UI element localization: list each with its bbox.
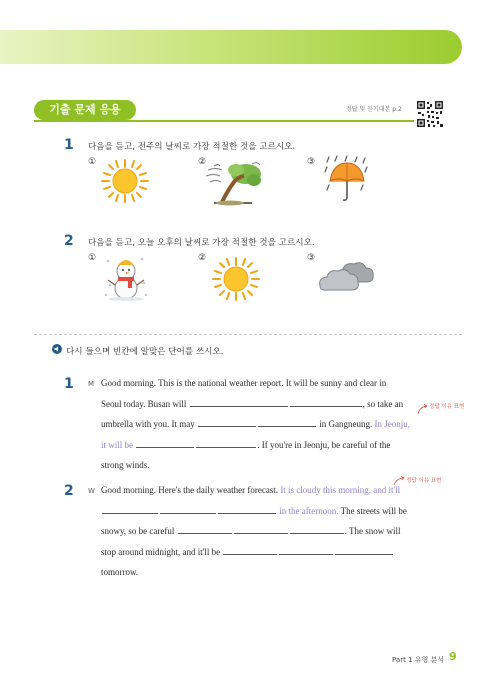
passage-line [101,414,421,435]
passage-line: strong winds. [101,460,150,470]
arrow-icon [416,402,430,416]
dictation-2-number: 2 [64,483,74,499]
section-divider [34,334,462,335]
highlighted-text: It is cloudy this morning, and it'll [280,485,401,495]
highlighted-text: in the afternoon. [279,505,339,516]
answer-blank[interactable] [102,504,158,514]
sun-icon [210,256,262,302]
arrow-icon [393,475,407,487]
snowman-icon [104,255,148,301]
passage-line [101,480,431,501]
dictation-instruction: 다시 들으며 빈칸에 알맞은 단어를 쓰시오. [66,347,224,357]
answer-reference: 정답 및 듣기대본 p.2 [346,106,402,113]
page-number: 9 [449,650,457,663]
passage-line [101,521,431,542]
question-2-option-2-marker: ② [198,253,207,263]
passage-text: snowy, so be careful [101,526,175,536]
question-1-option-1-marker: ① [88,157,97,167]
highlighted-text: In Jeonju, [374,419,410,429]
answer-blank[interactable] [290,524,344,534]
answer-blank[interactable] [218,504,276,514]
answer-blank[interactable] [234,524,288,534]
answer-blank[interactable] [190,397,288,407]
passage-text: . If you're in Jeonju, be careful of the [257,439,391,450]
section-title: 기출 문제 응용 [34,100,136,120]
question-2-option-3-marker: ③ [307,253,316,263]
question-1-option-3-marker: ③ [307,157,316,167]
dictation-1-speaker: M [88,380,95,388]
dictation-2-speaker: W [88,487,95,495]
passage-line [101,435,421,456]
top-banner [0,30,462,64]
windy-tree-icon [206,160,266,206]
answer-blank[interactable] [223,545,277,555]
handwritten-note: 정답 이유 표현 [429,404,465,410]
answer-blank[interactable] [196,438,256,448]
passage-text: Seoul today. Busan will [101,398,187,409]
passage-text: . The snow will [344,526,401,536]
qr-code-icon [416,100,444,128]
section-underline [34,120,414,122]
passage-text: The streets will be [340,505,407,516]
question-1-prompt: 다음을 듣고, 전주의 날씨로 가장 적절한 것을 고르시오. [88,142,296,152]
passage-text: Good morning. Here's the daily weather forecast. [101,485,279,495]
passage-text: in Gangneung. [319,419,373,429]
question-1-option-2-marker: ② [198,157,207,167]
dictation-1-number: 1 [64,376,74,392]
passage-line: Good morning. This is the national weather report. It will be sunny and clear in [101,378,387,388]
sun-icon [99,158,151,204]
footer-label: Part 1 유형 분석 [392,656,444,664]
umbrella-rain-icon [323,155,369,205]
highlighted-text: it will be [101,439,133,450]
passage-line: tomorrow. [101,567,139,577]
answer-blank[interactable] [279,545,333,555]
passage-line [101,394,421,415]
question-2-option-1-marker: ① [88,253,97,263]
passage-line [101,542,431,563]
passage-text: , so take an [362,398,404,409]
question-1-number: 1 [64,137,74,153]
cloud-icon [316,258,376,296]
passage-text: umbrella with you. It may [101,419,195,429]
answer-blank[interactable] [136,438,194,448]
speaker-icon [52,344,62,354]
answer-blank[interactable] [335,545,393,555]
dictation-2-passage [101,480,431,583]
answer-blank[interactable] [160,504,216,514]
handwritten-note: 정답 이유 표현 [406,478,442,484]
answer-blank[interactable] [290,397,362,407]
passage-text: stop around midnight, and it'll be [101,546,221,557]
question-2-number: 2 [64,233,74,249]
answer-blank[interactable] [198,417,256,427]
answer-blank[interactable] [178,524,232,534]
question-2-prompt: 다음을 듣고, 오늘 오후의 날씨로 가장 적절한 것을 고르시오. [88,238,315,248]
passage-line [101,501,431,522]
dictation-1-passage [101,373,421,476]
answer-blank[interactable] [258,417,316,427]
